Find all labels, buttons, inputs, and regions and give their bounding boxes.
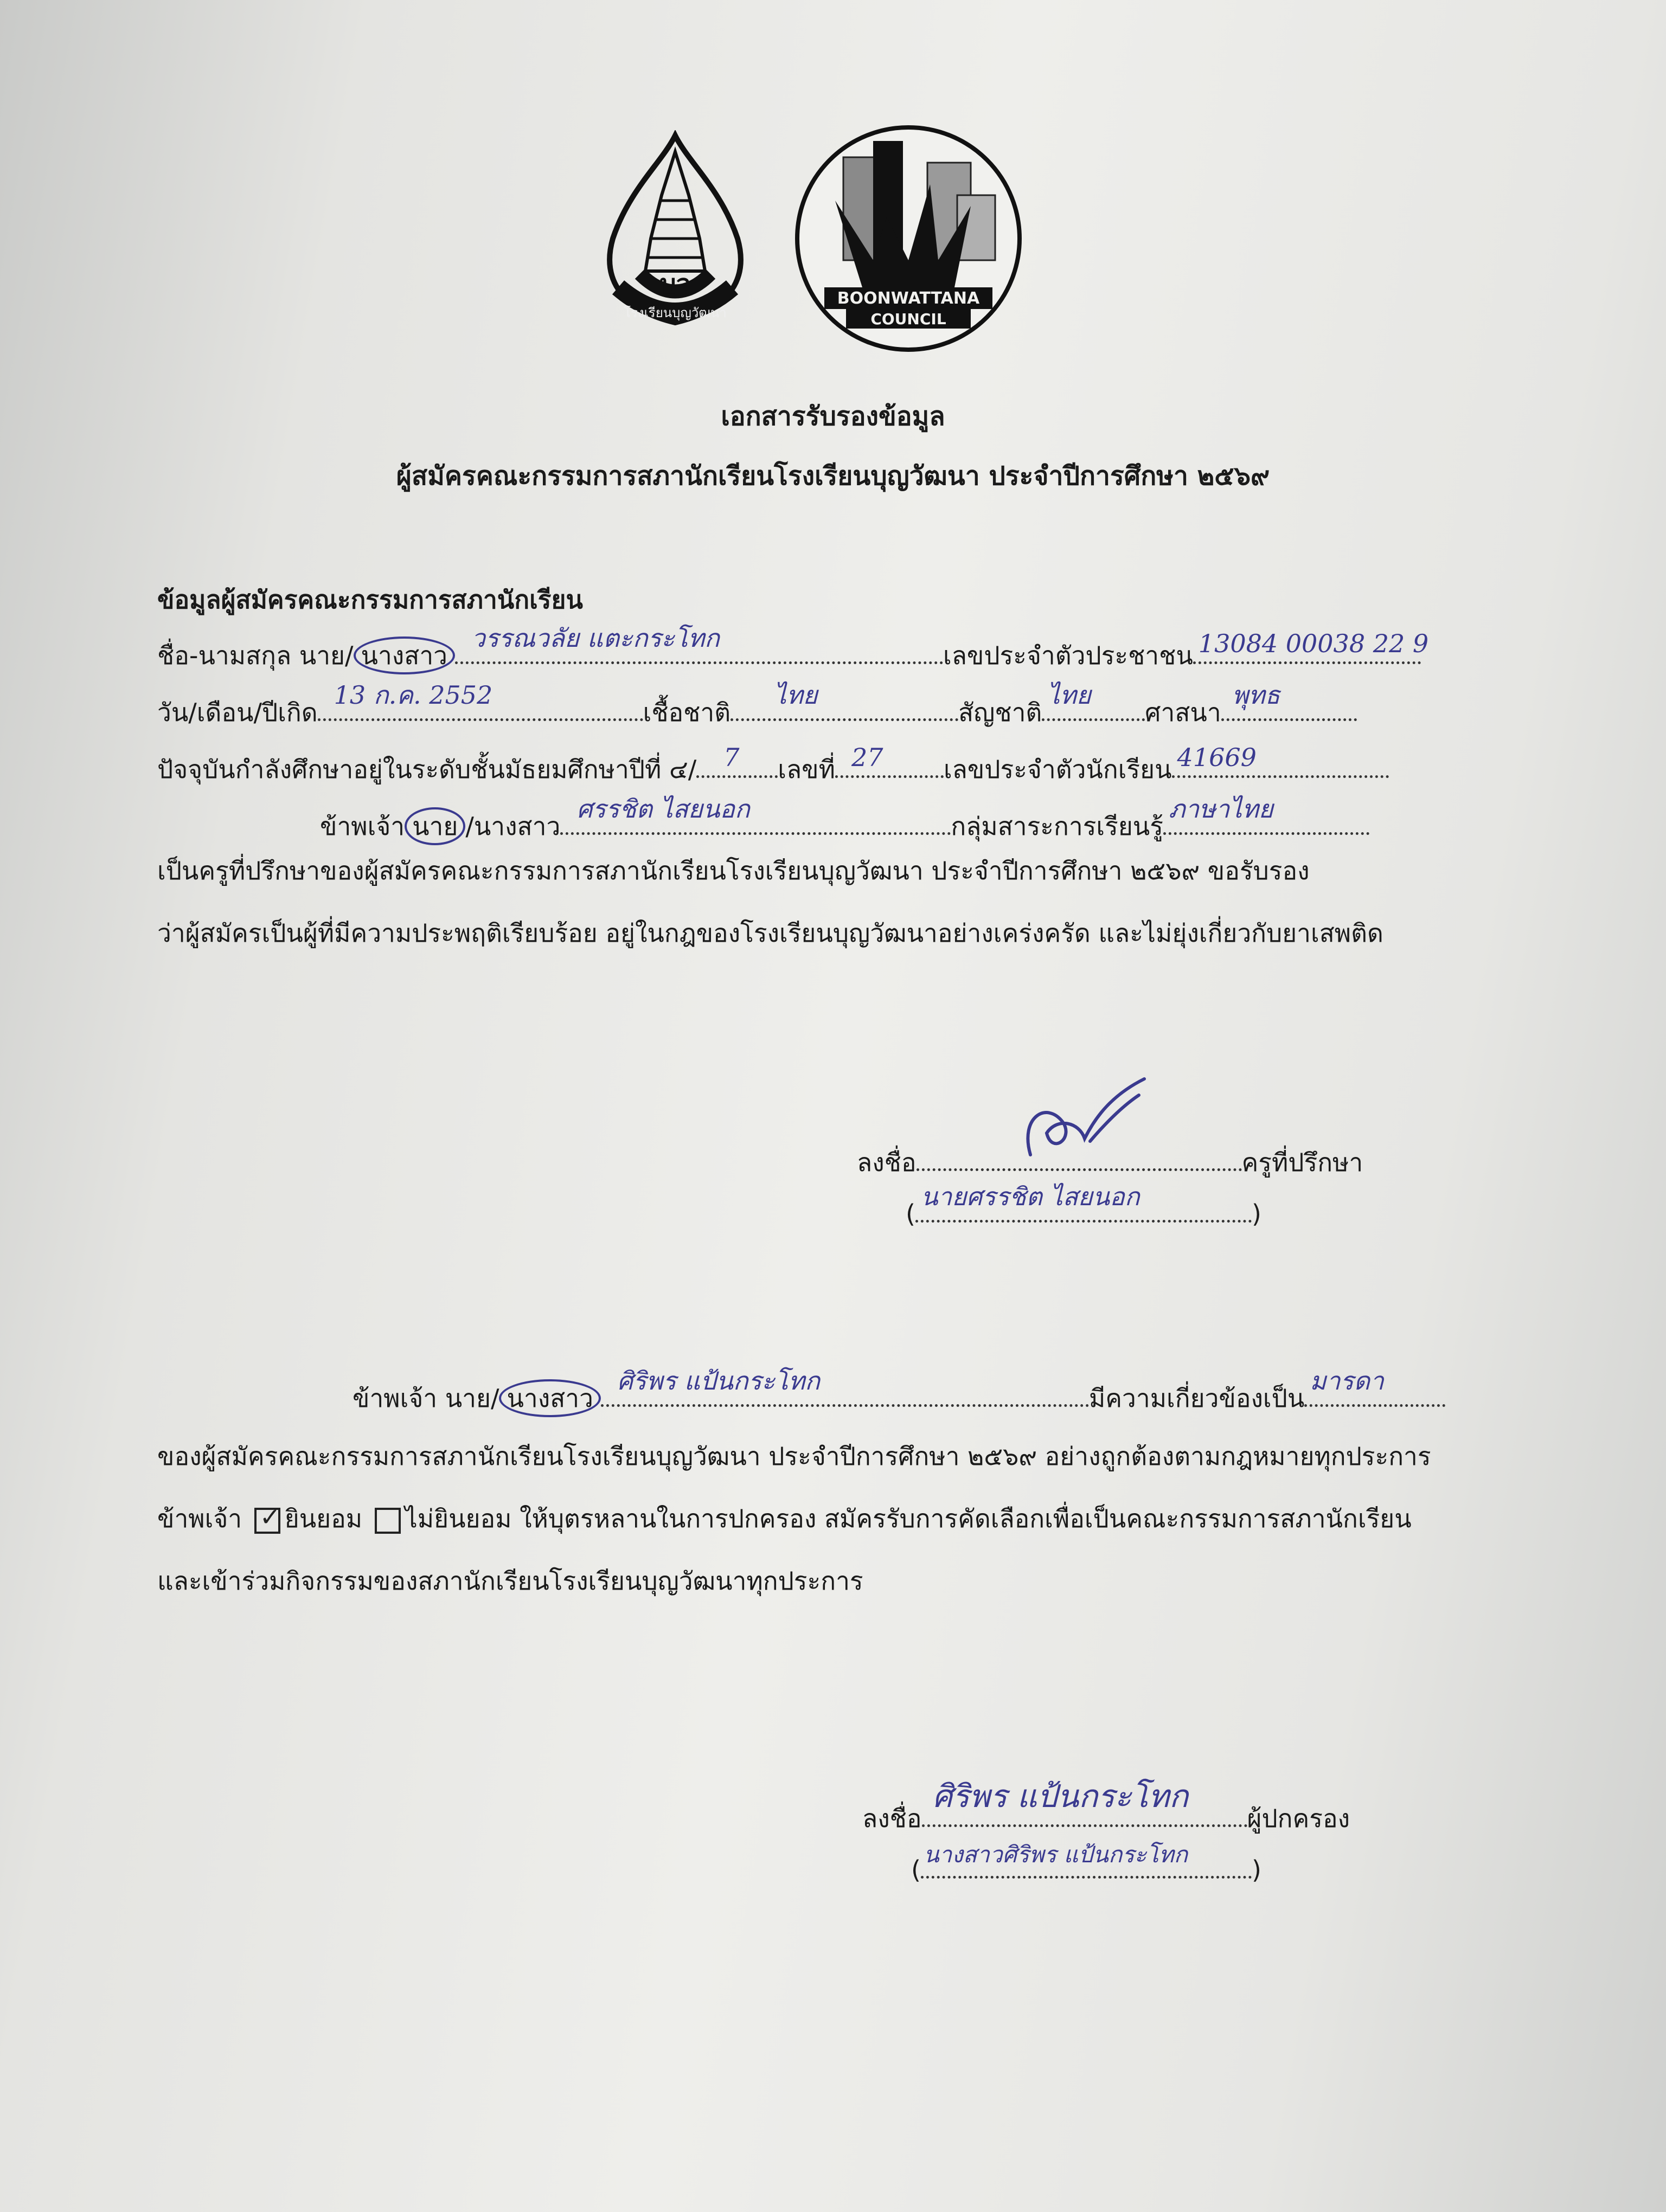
name-prefix-circled: นางสาว <box>354 636 455 674</box>
race-value: ไทย <box>774 680 818 710</box>
document-subtitle: ผู้สมัครคณะกรรมการสภานักเรียนโรงเรียนบุญวัฒนา ประจำปีการศึกษา ๒๕๖๙ <box>396 461 1270 491</box>
student-no-label: เลขที่ <box>778 755 835 784</box>
teacher-i-label: ข้าพเจ้า <box>320 812 405 841</box>
consent-no-label: ไม่ยินยอม <box>405 1504 512 1533</box>
teacher-name-field[interactable] <box>560 794 951 835</box>
teacher-sign-row <box>857 1141 1363 1182</box>
nationality-field[interactable] <box>1042 680 1145 721</box>
svg-text:บว: บว <box>659 269 691 299</box>
document-title: เอกสารรับรองข้อมูล <box>721 401 945 432</box>
teacher-printed-name-row: ( นายศรรชิต ไสยนอก ) <box>906 1193 1261 1229</box>
guardian-sign-label: ลงชื่อ <box>862 1804 922 1833</box>
council-logo <box>792 125 1025 352</box>
grade-label: ปัจจุบันกำลังศึกษาอยู่ในระดับชั้นมัธยมศึกษาปีที่ ๔/ <box>157 755 697 784</box>
guardian-name-field[interactable] <box>601 1366 1089 1407</box>
guardian-sign-row <box>862 1778 1350 1838</box>
name-label: ชื่อ-นามสกุล นาย/ <box>157 641 354 670</box>
religion-field[interactable] <box>1221 680 1357 721</box>
national-id-value: 13084 00038 22 9 <box>1198 629 1429 658</box>
dob-label: วัน/เดือน/ปีเกิด <box>157 698 318 727</box>
nationality-label: สัญชาติ <box>958 698 1042 727</box>
consent-no-checkbox[interactable] <box>375 1508 401 1534</box>
name-field[interactable] <box>455 623 943 664</box>
subject-value: ภาษาไทย <box>1168 794 1273 824</box>
consent-prefix: ข้าพเจ้า <box>157 1504 242 1533</box>
student-id-value: 41669 <box>1177 743 1257 772</box>
teacher-paragraph-1: เป็นครูที่ปรึกษาของผู้สมัครคณะกรรมการสภานักเรียนโรงเรียนบุญวัฒนา ประจำปีการศึกษา ๒๕๖๙ ขอรับรอง <box>157 856 1310 885</box>
relation-label: มีความเกี่ยวข้องเป็น <box>1088 1384 1305 1413</box>
guardian-row <box>353 1366 1445 1418</box>
guardian-printed-name-row: ( นางสาวศิริพร แป้นกระโทก ) <box>911 1849 1261 1885</box>
teacher-row <box>320 794 1369 846</box>
applicant-grade-row <box>157 743 1389 789</box>
teacher-signature-field[interactable] <box>917 1141 1242 1171</box>
guardian-consent-row <box>157 1499 1412 1539</box>
subject-label: กลุ่มสาระการเรียนรู้ <box>951 812 1163 841</box>
student-no-field[interactable] <box>835 743 944 778</box>
religion-label: ศาสนา <box>1145 698 1221 727</box>
consent-rest: ให้บุตรหลานในการปกครอง สมัครรับการคัดเลือกเพื่อเป็นคณะกรรมการสภานักเรียน <box>520 1504 1412 1533</box>
dob-value: 13 ก.ค. 2552 <box>334 680 493 710</box>
grade-value: 7 <box>723 743 740 772</box>
teacher-paragraph-2: ว่าผู้สมัครเป็นผู้ที่มีความประพฤติเรียบร้อย อยู่ในกฎของโรงเรียนบุญวัฒนาอย่างเคร่งครัด และไม่ยุ่งเกี่ยวกับยาเสพติด <box>157 918 1383 948</box>
guardian-paragraph-1: ของผู้สมัครคณะกรรมการสภานักเรียนโรงเรียนบุญวัฒนา ประจำปีการศึกษา ๒๕๖๙ อย่างถูกต้องตามกฎหมายทุกประการ <box>157 1442 1431 1471</box>
teacher-printed-name: นายศรรชิต ไสยนอก <box>920 1182 1140 1211</box>
id-label: เลขประจำตัวประชาชน <box>943 641 1193 670</box>
logo-group <box>597 125 1030 352</box>
grade-field[interactable] <box>696 743 778 778</box>
checkmark-icon: ✓ <box>259 1502 281 1532</box>
guardian-signature-value: ศิริพร แป้นกระโทก <box>932 1778 1189 1815</box>
applicant-name-row <box>157 623 1429 676</box>
guardian-i-label: ข้าพเจ้า นาย/ <box>353 1384 499 1413</box>
name-value: วรรณวลัย แตะกระโทก <box>471 623 720 653</box>
teacher-printed-name-field[interactable] <box>915 1182 1252 1223</box>
dob-field[interactable] <box>318 680 643 721</box>
student-id-field[interactable] <box>1172 743 1389 778</box>
race-field[interactable] <box>731 680 958 721</box>
relation-field[interactable] <box>1304 1366 1445 1407</box>
race-label: เชื้อชาติ <box>643 698 731 727</box>
nationality-value: ไทย <box>1047 680 1091 710</box>
national-id-field[interactable] <box>1193 629 1429 664</box>
guardian-name-value: ศิริพร แป้นกระโทก <box>617 1366 820 1396</box>
council-logo-line1: BOONWATTANA <box>837 289 980 308</box>
school-emblem-logo <box>597 130 754 331</box>
guardian-printed-name-field[interactable] <box>921 1841 1252 1879</box>
guardian-signature-field[interactable] <box>922 1778 1247 1827</box>
relation-value: มารดา <box>1310 1366 1384 1396</box>
emblem-text: โรงเรียนบุญวัฒนา <box>624 305 727 320</box>
guardian-prefix-circled: นางสาว <box>499 1379 600 1417</box>
council-logo-line2: COUNCIL <box>870 310 946 328</box>
guardian-paragraph-3: และเข้าร่วมกิจกรรมของสภานักเรียนโรงเรียนบุญวัฒนาทุกประการ <box>157 1566 863 1596</box>
guardian-printed-name: นางสาวศิริพร แป้นกระโทก <box>923 1841 1188 1868</box>
student-id-label: เลขประจำตัวนักเรียน <box>943 755 1172 784</box>
consent-yes-checkbox[interactable] <box>254 1502 281 1534</box>
teacher-sign-role: ครูที่ปรึกษา <box>1241 1148 1363 1177</box>
consent-yes-label: ยินยอม <box>284 1504 363 1533</box>
teacher-sign-label: ลงชื่อ <box>857 1148 917 1177</box>
applicant-section-title: ข้อมูลผู้สมัครคณะกรรมการสภานักเรียน <box>157 585 583 614</box>
teacher-name-value: ศรรชิต ไสยนอก <box>576 794 750 824</box>
subject-field[interactable] <box>1163 794 1369 835</box>
applicant-dob-row <box>157 680 1357 732</box>
guardian-sign-role: ผู้ปกครอง <box>1247 1804 1350 1833</box>
student-no-value: 27 <box>851 743 883 772</box>
teacher-prefix-rest: /นางสาว <box>465 812 561 841</box>
teacher-prefix-circled: นาย <box>405 807 465 845</box>
religion-value: พุทธ <box>1232 680 1280 710</box>
